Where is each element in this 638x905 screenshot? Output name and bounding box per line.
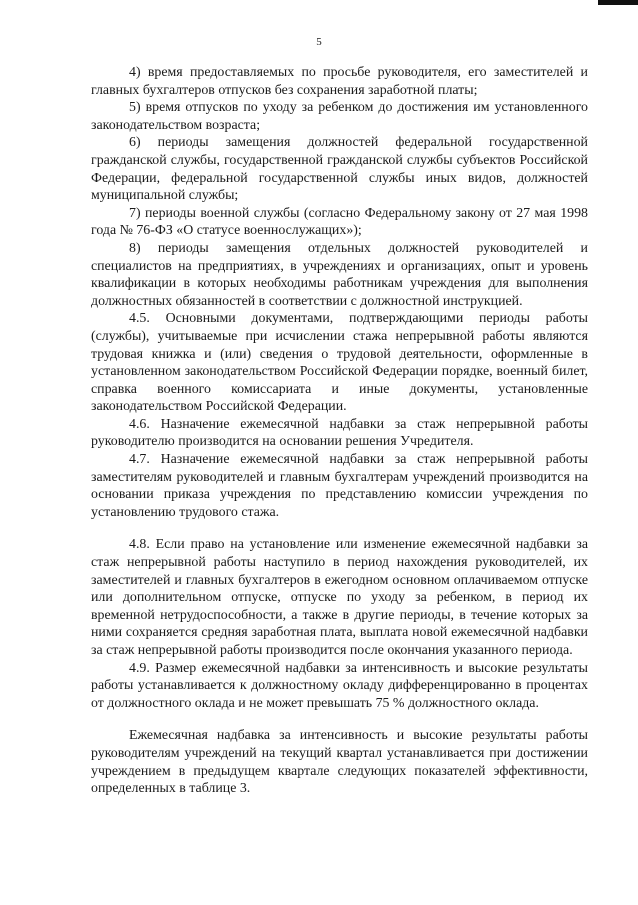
paragraph-item-7: 7) периоды военной службы (согласно Федеральному закону от 27 мая 1998 года № 76-ФЗ «О статусе военнослужащих»); bbox=[91, 205, 588, 239]
scan-corner-mark bbox=[598, 0, 638, 5]
paragraph-4-6: 4.6. Назначение ежемесячной надбавки за стаж непрерывной работы руководителю производится на основании решения Учредителя. bbox=[91, 416, 588, 450]
paragraph-item-4: 4) время предоставляемых по просьбе руководителя, его заместителей и главных бухгалтеров отпусков без сохранения заработной платы; bbox=[91, 65, 588, 98]
paragraph-4-9: 4.9. Размер ежемесячной надбавки за интенсивность и высокие результаты работы устанавливается к должностному окладу дифференцированно в процентах от должностного оклада и не может превышать 75 % должностного оклада. bbox=[91, 660, 588, 711]
page-number: 5 bbox=[316, 36, 322, 48]
paragraph-4-8: 4.8. Если право на установление или изменение ежемесячной надбавки за стаж непрерывной работы наступило в период нахождения руководителей, их заместителей и главных бухгалтеров в ежегодном основном оплачиваемом отпуске или дополнительном отпуске, отпуске по уходу за ребенком, в период их временной нетрудоспособности, а также в другие периоды, в течение которых за ними сохраняется средняя заработная плата, выплата новой ежемесячной надбавки за стаж непрерывной работы производится после окончания указанного периода. bbox=[91, 537, 588, 658]
paragraph-4-7: 4.7. Назначение ежемесячной надбавки за стаж непрерывной работы заместителям руководителей и главным бухгалтерам учреждений производится на основании приказа учреждения по представлению комиссии учреждения по установлению трудового стажа. bbox=[91, 452, 588, 520]
paragraph-item-8: 8) периоды замещения отдельных должностей руководителей и специалистов на предприятиях, в учреждениях и организациях, опыт и уровень квалификации в которых необходимы работникам учреждения для выполнения должностных обязанностей в соответствии с должностной инструкцией. bbox=[91, 240, 588, 309]
paragraph-item-6: 6) периоды замещения должностей федеральной государственной гражданской службы, государственной гражданской службы субъектов Российской Федерации, федеральной государственной службы иных видов, должностей муниципальной службы; bbox=[91, 135, 588, 204]
document-body bbox=[91, 64, 588, 798]
paragraph-4-5: 4.5. Основными документами, подтверждающими периоды работы (службы), учитываемые при исчислении стажа непрерывной работы являются трудовая книжка и (или) сведения о трудовой деятельности, оформленные в установленном законодательством Российской Федерации порядке, военный билет, справка военного комиссариата и иные документы, установленные законодательством Российской Федерации. bbox=[91, 311, 588, 415]
paragraph-intensity-bonus: Ежемесячная надбавка за интенсивность и высокие результаты работы руководителям учреждений на текущий квартал устанавливается при достижении учреждением в предыдущем квартале следующих показателей эффективности, определенных в таблице 3. bbox=[91, 728, 588, 797]
paragraph-item-5: 5) время отпусков по уходу за ребенком до достижения им установленного законодательством возраста; bbox=[91, 100, 588, 133]
